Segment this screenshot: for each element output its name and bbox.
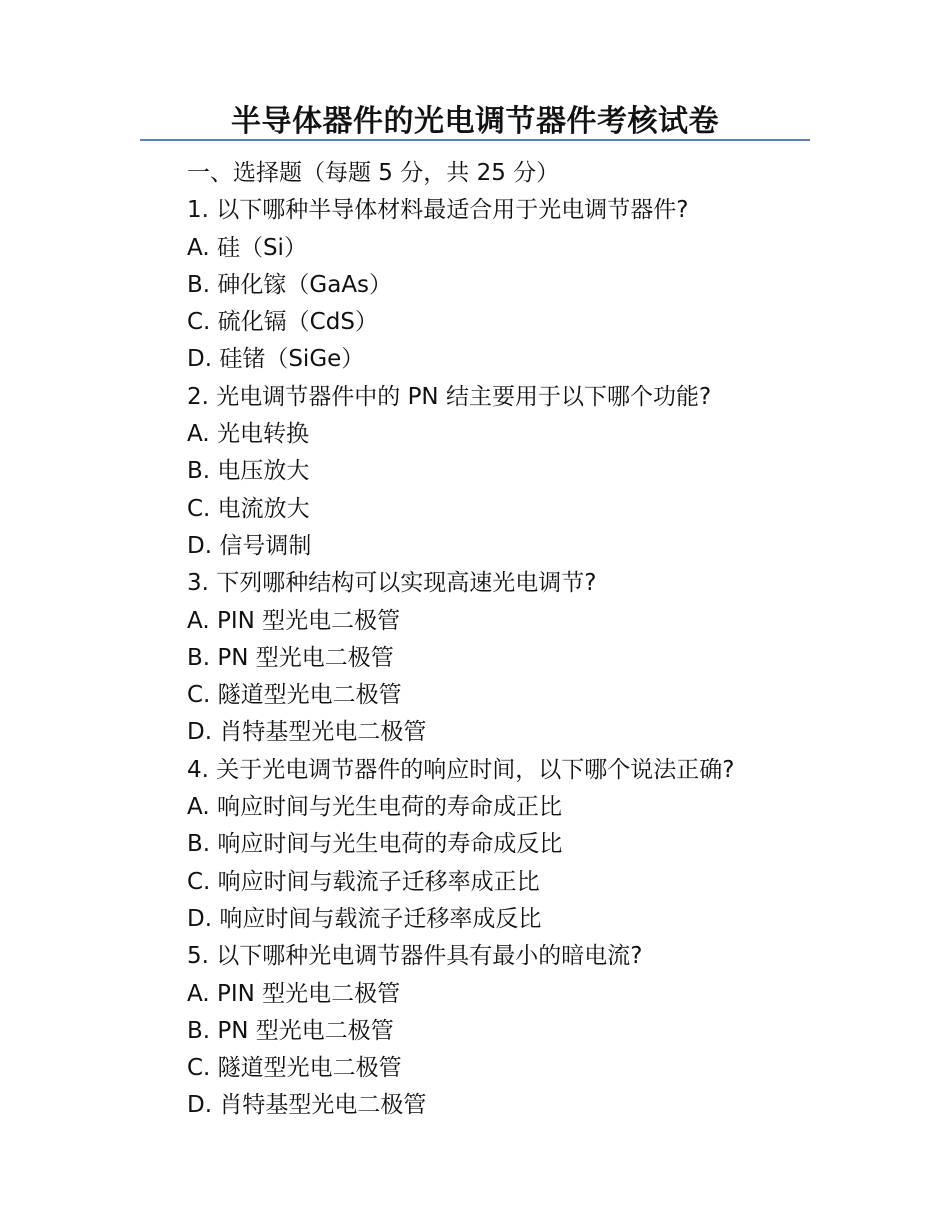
exam-content	[187, 155, 807, 1125]
question-option: A. 光电转换	[187, 421, 309, 448]
question-option: C. 响应时间与载流子迁移率成正比	[187, 868, 540, 895]
question-option: C. 硫化镉（CdS）	[187, 309, 378, 336]
question-option: B. 响应时间与光生电荷的寿命成反比	[187, 831, 563, 858]
question-stem: 5. 以下哪种光电调节器件具有最小的暗电流?	[187, 943, 643, 970]
question-option: A. PIN 型光电二极管	[187, 980, 401, 1007]
question-option: D. 肖特基型光电二极管	[187, 719, 427, 746]
question-option: D. 响应时间与载流子迁移率成反比	[187, 905, 542, 932]
question-option: B. PN 型光电二极管	[187, 1017, 394, 1044]
question-option: B. 电压放大	[187, 458, 310, 485]
question-option: D. 肖特基型光电二极管	[187, 1092, 427, 1119]
question-option: C. 隧道型光电二极管	[187, 1055, 402, 1082]
document-title: 半导体器件的光电调节器件考核试卷	[231, 104, 719, 139]
question-option: A. PIN 型光电二极管	[187, 607, 401, 634]
question-stem: 4. 关于光电调节器件的响应时间，以下哪个说法正确?	[187, 756, 735, 783]
question-option: A. 响应时间与光生电荷的寿命成正比	[187, 794, 562, 821]
section-heading: 一、选择题（每题 5 分，共 25 分）	[187, 160, 560, 186]
question-option: C. 隧道型光电二极管	[187, 682, 402, 709]
question-stem: 2. 光电调节器件中的 PN 结主要用于以下哪个功能?	[187, 383, 712, 410]
question-option: B. PN 型光电二极管	[187, 644, 394, 671]
question-stem: 3. 下列哪种结构可以实现高速光电调节?	[187, 570, 597, 597]
question-option: B. 砷化镓（GaAs）	[187, 271, 393, 298]
title-underline	[140, 139, 810, 141]
question-stem: 1. 以下哪种半导体材料最适合用于光电调节器件?	[187, 197, 689, 224]
question-option: D. 硅锗（SiGe）	[187, 346, 365, 373]
question-option: A. 硅（Si）	[187, 234, 307, 261]
question-option: C. 电流放大	[187, 495, 310, 522]
question-option: D. 信号调制	[187, 532, 312, 559]
